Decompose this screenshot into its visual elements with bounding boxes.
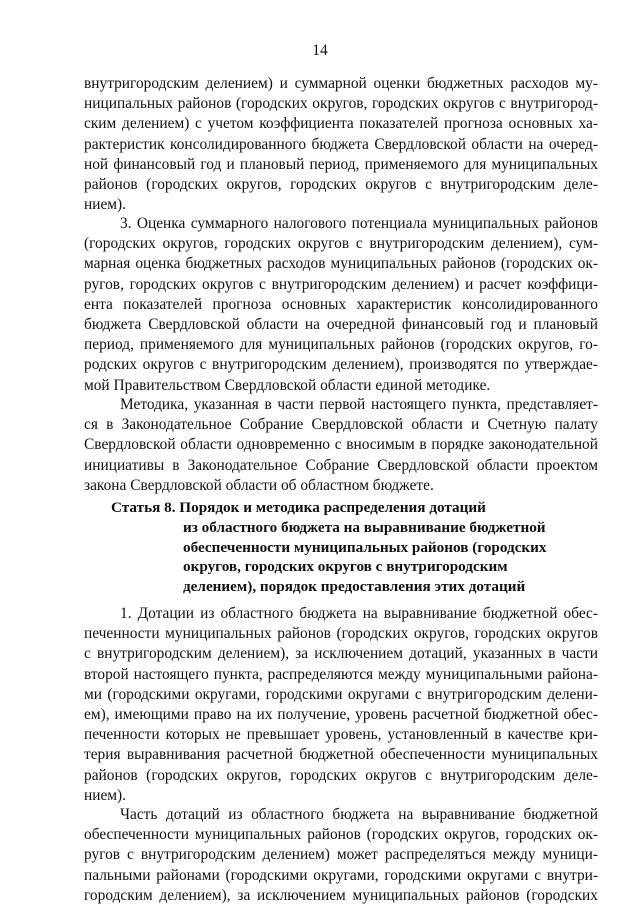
text-line: Свердловской области одновременно с вносимым в порядке законодательной bbox=[84, 436, 598, 454]
text-line: (городских округов, городских округов с внутригородским делением), сум- bbox=[84, 235, 598, 253]
text-line: нием). bbox=[84, 196, 127, 214]
text-line: Часть дотаций из областного бюджета на выравнивание бюджетной bbox=[120, 806, 598, 823]
text-line: мой Правительством Свердловской области единой методике. bbox=[84, 376, 491, 394]
text-line: ной финансовый год и плановый период, применяемого для муниципальных bbox=[84, 155, 598, 173]
text-line: 3. Оценка суммарного налогового потенциала муниципальных районов bbox=[120, 215, 598, 232]
text-line: внутригородским делением) и суммарной оценки бюджетных расходов му- bbox=[84, 75, 598, 92]
heading-line: из областного бюджета на выравнивание бюджетной bbox=[183, 518, 546, 536]
article-heading bbox=[111, 498, 571, 597]
paragraph-intro bbox=[84, 74, 598, 215]
text-line: ниципальных районов (городских округов, городских округов с внутригород- bbox=[84, 95, 598, 113]
text-line: терия выравнивания расчетной бюджетной обеспеченности муниципальных bbox=[84, 746, 598, 764]
text-line: обеспеченности муниципальных районов (городских округов, городских ок- bbox=[84, 826, 598, 844]
text-line: рактеристик консолидированного бюджета Свердловской области на очеред- bbox=[84, 135, 598, 153]
text-line: ругов, городских округов с внутригородским делением) и расчет коэффици- bbox=[84, 275, 598, 293]
heading-line: обеспеченности муниципальных районов (городских bbox=[183, 538, 547, 556]
paragraph-article-2 bbox=[84, 805, 598, 906]
page-number: 14 bbox=[312, 42, 328, 59]
text-line: районов (городских округов, городских округов с внутригородским деле- bbox=[84, 176, 598, 194]
text-line: родских округов с внутригородским делением), производятся по утверждае- bbox=[84, 356, 598, 374]
paragraph-article-1 bbox=[84, 604, 598, 806]
text-line: нием). bbox=[84, 786, 127, 804]
text-line: бюджета Свердловской области на очередной финансовый год и плановый bbox=[84, 316, 598, 334]
text-line: 1. Дотации из областного бюджета на выравнивание бюджетной обес- bbox=[120, 605, 598, 622]
text-line: второй настоящего пункта, распределяются между муниципальными района- bbox=[84, 665, 598, 683]
text-line: ским делением) с учетом коэффициента показателей прогноза основных ха- bbox=[84, 115, 598, 133]
heading-line: Статья 8. Порядок и методика распределения дотаций bbox=[111, 499, 486, 516]
text-line: районов (городских округов, городских округов с внутригородским деле- bbox=[84, 766, 598, 784]
heading-line: делением), порядок предоставления этих дотаций bbox=[183, 578, 526, 596]
heading-line: округов, городских округов с внутригородским bbox=[183, 558, 508, 576]
text-line: ся в Законодательное Собрание Свердловской области и Счетную палату bbox=[84, 416, 598, 434]
text-line: с внутригородским делением), за исключением дотаций, указанных в части bbox=[84, 645, 598, 663]
text-line: ругов с внутригородским делением) может распределяться между муници- bbox=[84, 846, 598, 864]
text-line: печенности муниципальных районов (городских округов, городских округов bbox=[84, 625, 598, 643]
text-line: ми (городскими округами, городскими округами с внутригородским делени- bbox=[84, 685, 598, 703]
text-line: Методика, указанная в части первой настоящего пункта, представляет- bbox=[120, 396, 598, 413]
text-line: инициативы в Законодательное Собрание Свердловской области проектом bbox=[84, 456, 598, 474]
paragraph-methodology bbox=[84, 395, 598, 496]
text-line: период, применяемого для муниципальных районов (городских округов, го- bbox=[84, 336, 598, 354]
text-line: печенности которых не превышает уровень, установленный в качестве кри- bbox=[84, 726, 598, 744]
text-line: закона Свердловской области об областном бюджете. bbox=[84, 476, 434, 494]
text-line: ем), имеющими право на их получение, уровень расчетной бюджетной обес- bbox=[84, 706, 598, 724]
text-line: ента показателей прогноза основных характеристик консолидированного bbox=[84, 295, 598, 313]
text-line: марная оценка бюджетных расходов муниципальных районов (городских ок- bbox=[84, 255, 598, 273]
text-line: пальными районами (городскими округами, городскими округами с внутри- bbox=[84, 866, 598, 884]
text-line: городским делением), за исключением муниципальных районов (городских bbox=[84, 886, 598, 904]
paragraph-3 bbox=[84, 214, 598, 396]
